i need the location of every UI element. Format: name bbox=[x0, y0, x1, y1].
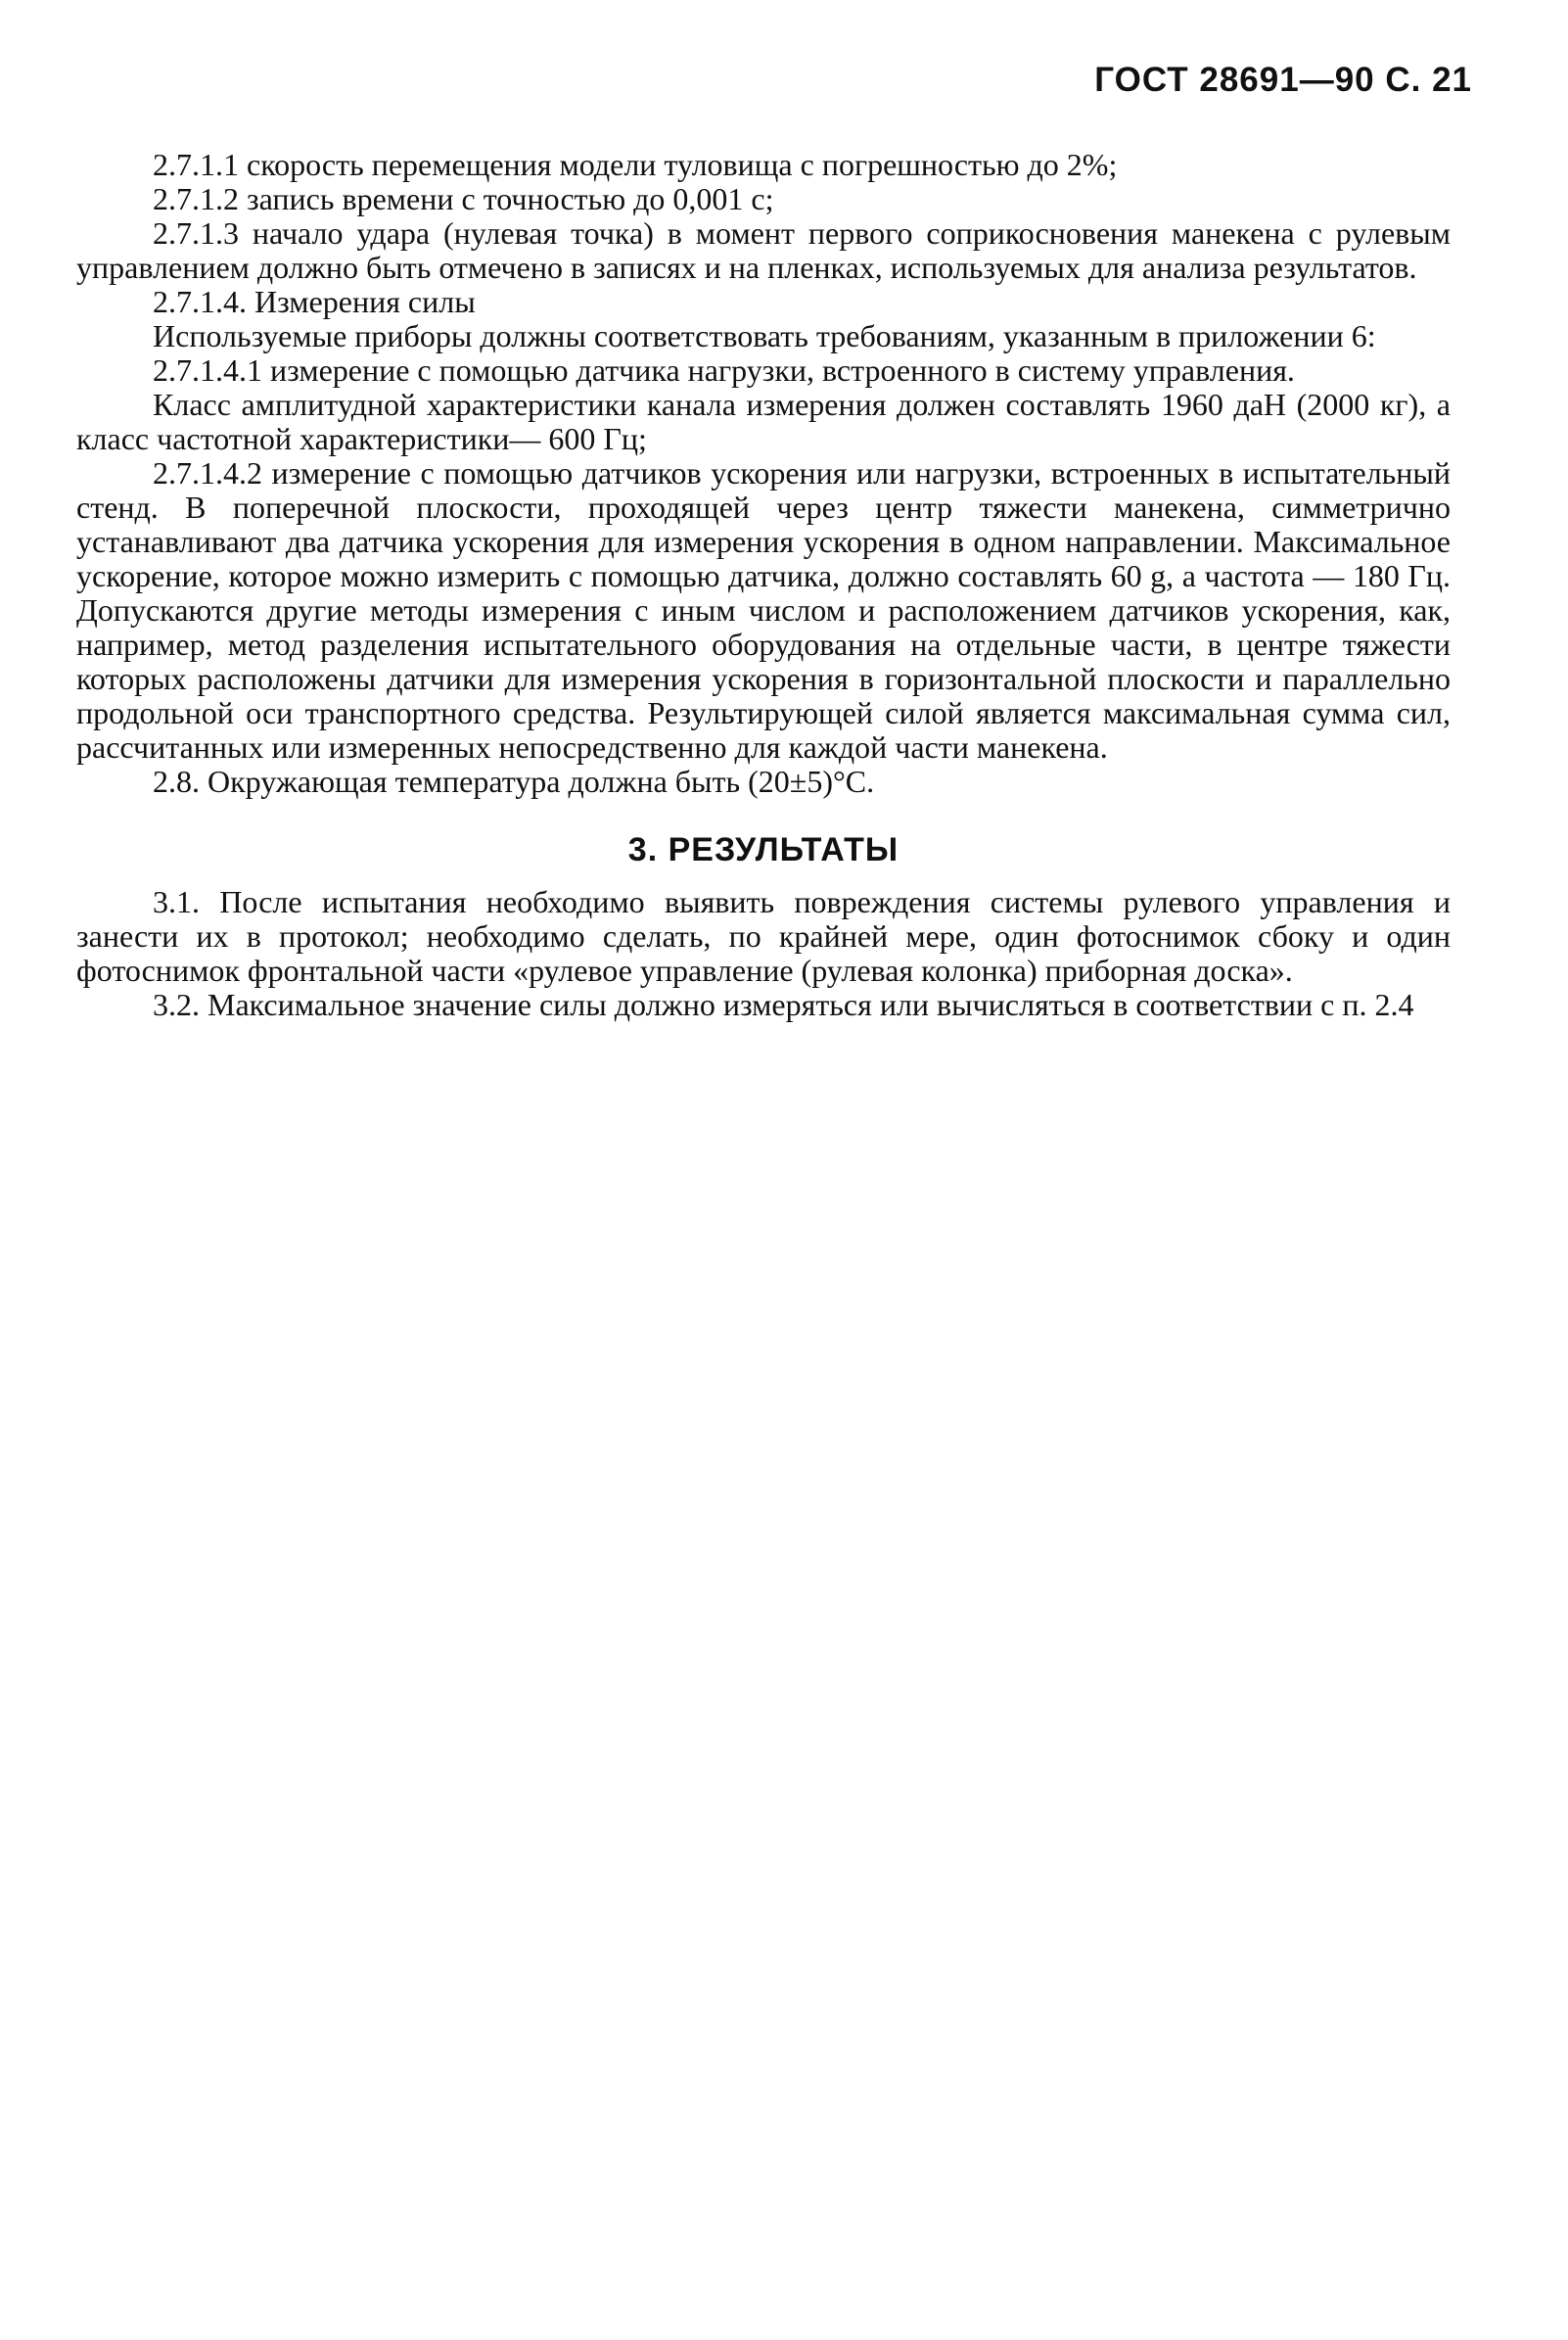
paragraph-2-7-1-1: 2.7.1.1 скорость перемещения модели туловища с погрешностью до 2%; bbox=[153, 147, 1118, 182]
paragraph-3-1: 3.1. После испытания необходимо выявить повреждения системы рулевого управления и занести их в протокол; необходимо сделать, по крайней мере, один фотоснимок сбоку и один фотоснимок фронтальной части «рулевое управление (рулевая колонка) приборная доска». bbox=[76, 884, 1451, 988]
page-header: ГОСТ 28691—90 С. 21 bbox=[1094, 61, 1472, 99]
paragraph-2-7-1-4-1: 2.7.1.4.1 измерение с помощью датчика нагрузки, встроенного в систему управления. bbox=[153, 352, 1295, 388]
paragraph-2-7-1-2: 2.7.1.2 запись времени с точностью до 0,001 с; bbox=[153, 181, 774, 216]
paragraph-instruments: Используемые приборы должны соответствовать требованиям, указанным в приложении 6: bbox=[153, 318, 1376, 353]
paragraph-2-7-1-3: 2.7.1.3 начало удара (нулевая точка) в момент первого соприкосновения манекена с рулевым управлением должно быть отмечено в записях и на пленках, используемых для анализа результатов. bbox=[76, 215, 1451, 285]
section-title-results: 3. РЕЗУЛЬТАТЫ bbox=[627, 831, 899, 868]
paragraph-3-2: 3.2. Максимальное значение силы должно измеряться или вычисляться в соответствии с п. 2.4 bbox=[153, 987, 1414, 1022]
document-body bbox=[76, 148, 1451, 1022]
paragraph-2-7-1-4-2: 2.7.1.4.2 измерение с помощью датчиков ускорения или нагрузки, встроенных в испытательный стенд. В поперечной плоскости, проходящей через центр тяжести манекена, симметрично устанавливают два датчика ускорения для измерения ускорения в одном направлении. Максимальное ускорение, которое можно измерить с помощью датчика, должно составлять 60 g, а частота — 180 Гц. Допускаются другие методы измерения с иным числом и расположением датчиков ускорения, как, например, метод разделения испытательного оборудования на отдельные части, в центре тяжести которых расположены датчики для измерения ускорения в горизонтальной плоскости и параллельно продольной оси транспортного средства. Результирующей силой является максимальная сумма сил, рассчитанных или измеренных непосредственно для каждой части манекена. bbox=[76, 455, 1451, 765]
paragraph-amplitude-class: Класс амплитудной характеристики канала измерения должен составлять 1960 даН (2000 кг), а класс частотной характеристики— 600 Гц; bbox=[76, 387, 1451, 456]
paragraph-2-8: 2.8. Окружающая температура должна быть (20±5)°С. bbox=[153, 764, 875, 799]
paragraph-2-7-1-4: 2.7.1.4. Измерения силы bbox=[153, 284, 476, 319]
